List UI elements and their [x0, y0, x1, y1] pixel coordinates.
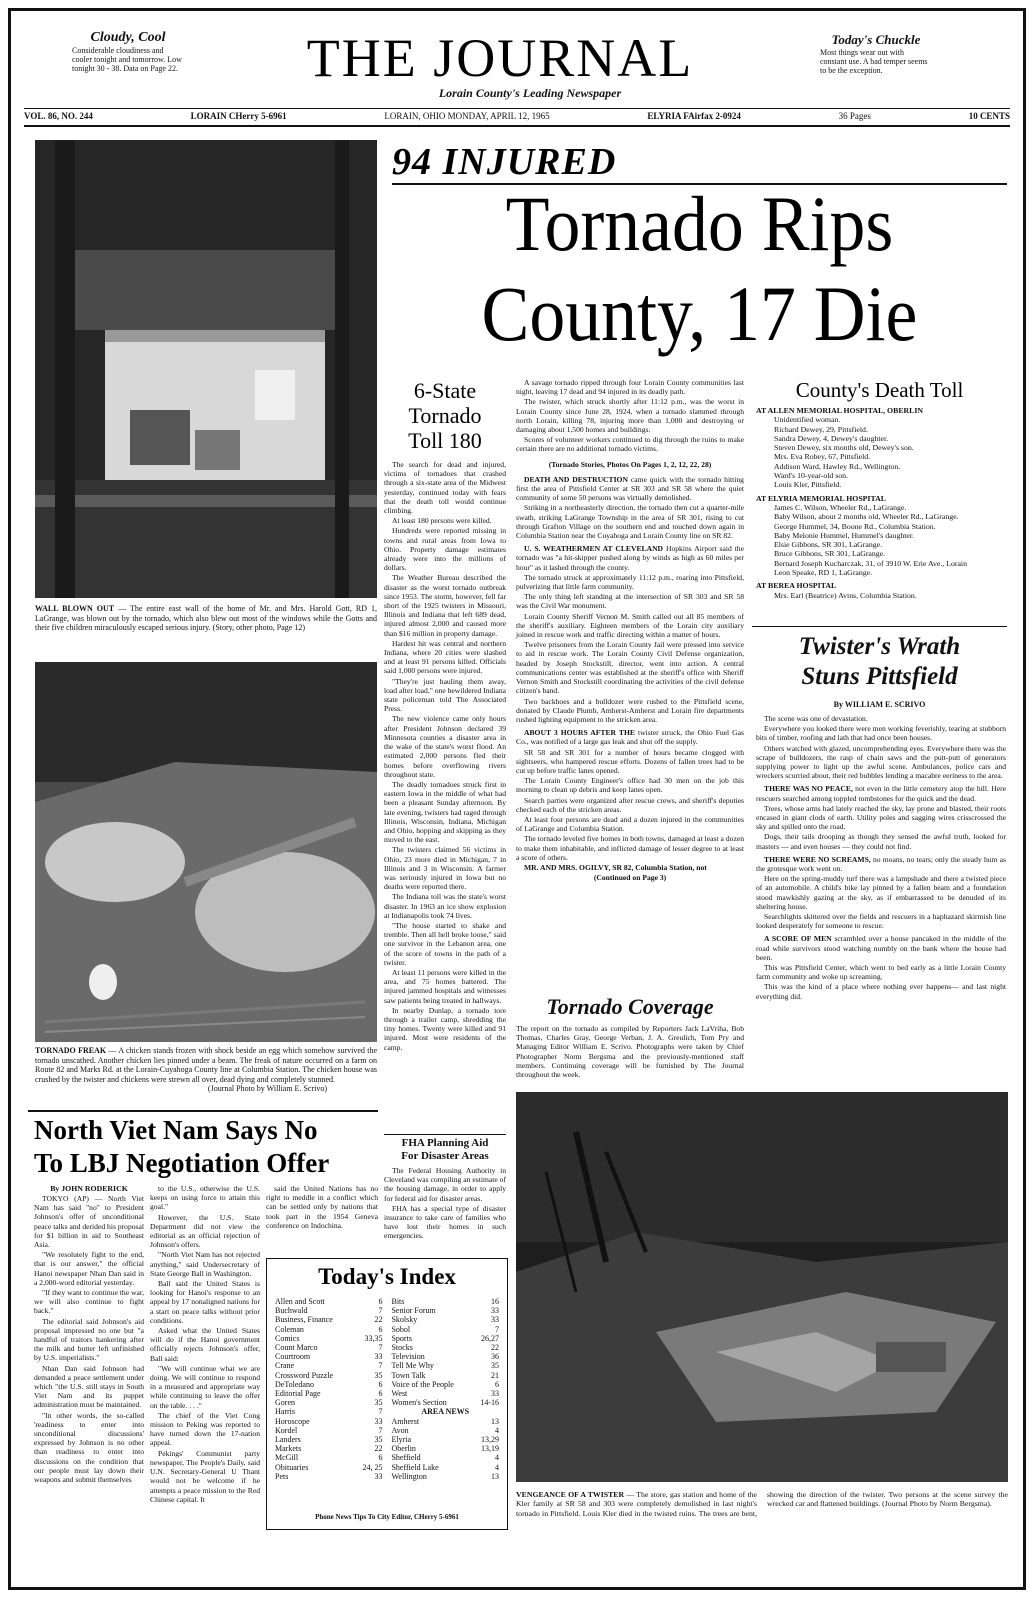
coverage-headline: Tornado Coverage: [546, 994, 714, 1019]
index-row: [275, 1334, 383, 1343]
index-row: [391, 1472, 499, 1481]
headline-line-2: County, 17 Die: [481, 270, 918, 357]
index-section-name: DeToledano: [275, 1379, 314, 1389]
coverage-text: The report on the tornado as compiled by Reporters Jack LaVriha, Bob Thomas, Charles Gray, George Verban, J. A. Greulich, Tom Pry and Managing Editor William E. Scrivo. Photographs were taken by Chief Photographer Norm Bergsma and the previously-mentioned staff members. Continuing coverage will be furnished by The Journal throughout the week.: [516, 1024, 744, 1080]
headline-line-1: Tornado Rips: [505, 180, 894, 267]
index-row: [391, 1398, 499, 1407]
index-section-name: Voice of the People: [391, 1379, 454, 1389]
index-row: [391, 1407, 499, 1416]
index-section-name: Allen and Scott: [275, 1297, 325, 1306]
weather-title: Cloudy, Cool: [90, 30, 166, 45]
index-section-name: Editorial Page: [275, 1389, 321, 1399]
lorain-phone: LORAIN CHerry 5-6961: [190, 111, 287, 121]
vengeance-photo-caption: [516, 1490, 1008, 1518]
index-row: [275, 1407, 383, 1416]
index-row: [391, 1352, 499, 1361]
todays-index-box: [266, 1258, 508, 1530]
index-page-number: 4: [495, 1425, 499, 1435]
viet-byline: By JOHN RODERICK: [50, 1184, 128, 1193]
vengeance-caption-text: — The store, gas station and home of the Kler family at SR 58 and 303 were completely demolished in last night's tornado in Pittsfield. Louis Kler died in the twisted ruins. The trees are bent, showing the direction of the twister. Two persons at the scene survey the wrecked car and flattened buildings. (Journal Photo by Norm Bergsma).: [516, 1490, 1008, 1518]
price: 10 CENTS: [968, 111, 1010, 121]
index-section-name: Crane: [275, 1361, 295, 1371]
index-row: [391, 1417, 499, 1426]
index-row: [391, 1444, 499, 1453]
viet-col-2: to the U.S., otherwise the U.S. keeps on using force to attain this goal." However, the U.S. State Department did not view the editorial as an official rejection of Johnson's offers. "North Viet Nam has not rejected anything," said Undersecretary of State George Ball in Washington. Ball said the United States is looking for Hanoi's response to an appeal by 17 nonaligned nations for a start on peace talks without prior conditions. Asked what the United States will do if the Hanoi government officially rejects Johnson's offer, Ball said: "We will continue what we are doing. We will continue to respond in a measured and appropriate way while continuing to leave the offer on the table. . . ." The chief of the Viet Cong mission to Peking was reported to have turned down the 17-nation appeal. Pekings' Communist party newspaper, The People's Daily, said U.N. Secretary-General U Thant would not be welcome if he attempts a peace mission to the Red Chinese capital. It: [150, 1184, 260, 1504]
index-page-number: 13: [491, 1471, 499, 1481]
index-row: [391, 1361, 499, 1370]
index-row: [391, 1315, 499, 1324]
index-row: [275, 1361, 383, 1370]
index-section-name: Stocks: [391, 1343, 413, 1353]
index-page-number: 14-16: [480, 1398, 499, 1408]
chuckle-box: [820, 32, 932, 75]
wrath-headline: Twister's Wrath Stuns Pittsfield: [798, 633, 961, 690]
index-row: [275, 1453, 383, 1462]
vengeance-photo: [516, 1092, 1008, 1482]
index-columns: [275, 1297, 499, 1481]
fha-headline: FHA Planning Aid For Disaster Areas: [401, 1137, 489, 1162]
freak-photo-credit: (Journal Photo by William E. Scrivo): [207, 1084, 327, 1094]
index-page-number: 24, 25: [362, 1462, 383, 1472]
index-section-name: Skolsky: [391, 1315, 418, 1325]
index-page-number: 6: [378, 1389, 383, 1399]
index-row: [391, 1325, 499, 1334]
index-row: [391, 1463, 499, 1472]
index-row: [275, 1417, 383, 1426]
continued-note: (Continued on Page 3): [593, 873, 667, 883]
index-page-number: 33: [374, 1471, 383, 1481]
paper-title: THE JOURNAL: [306, 28, 694, 88]
index-section-name: Crossword Puzzle: [275, 1370, 333, 1380]
index-page-number: 7: [378, 1407, 383, 1417]
wrath-story: The scene was one of devastation. Everywhere you looked there were men working feverishly, tearing at stubborn bits of timber, roofing and lath that had once been houses. Others watched with glazed, uncomprehending eyes. Everywhere there was the scrape of bulldozers, the rasp of chain saws and the putt-putt of generators supplying power to light up the awful scene. Ambulances, police cars and wreckers scurried about, their red bubbles lending a macabre eeriness to the area. THERE WAS NO PEACE, not even in the little cemetery atop the hill. Here rescuers searched among toppled tombstones for the quick and the dead. Trees, whose arms had lately reached the sky, lay prone and blasted, their roots encased in giant clods of earth. Utility poles and sagging wires crisscrossed the sky and spilled onto the road. Dogs, their tails drooping as though they sensed the awful truth, looked for masters — and even houses — they could not find. THERE WERE NO SCREAMS, no moans, no tears; only the steady hum as the grotesque work went on. Here on the spring-muddy turf there was a lampshade and there a twisted piece of an automobile. A child's bike lay pinned by a fallen beam and a foundation stood mawkishly gazing at the sky, as if embarrassed to be denuded of its sheltering house. Searchlights skittered over the fields and rescuers in a haphazard skirmish line looked desperately for someone to rescue. A SCORE OF MEN scrambled over a house pancaked in the middle of the road while survivors stood watching numbly on the bank where the house had been. This was Pittsfield Center, which went to bed early as a little Lorain County farm community and woke up screaming. This was the kind of a place where nothing ever happens— and last night everything did.: [756, 714, 1007, 1001]
index-row: [275, 1389, 383, 1398]
index-section-name: Buchwald: [275, 1306, 308, 1316]
index-section-name: Sports: [391, 1333, 412, 1343]
index-row: [275, 1343, 383, 1352]
index-row: [391, 1435, 499, 1444]
dateline: [24, 111, 1010, 121]
index-page-number: 33,35: [364, 1333, 383, 1343]
index-row: [275, 1463, 383, 1472]
freak-caption-lead: TORNADO FREAK: [35, 1046, 107, 1055]
index-page-number: 26,27: [481, 1333, 499, 1343]
index-page-number: 21: [491, 1370, 499, 1380]
index-section-name: Sheffield Lake: [391, 1462, 439, 1472]
six-state-headline: 6-State Tornado Toll 180: [408, 378, 482, 453]
wrath-byline: By WILLIAM E. SCRIVO: [833, 700, 926, 709]
viet-col-1: TOKYO (AP) — North Viet Nam has said "no" to President Johnson's offer of unconditional peace talks and derided his proposal for $1 billion in aid to Southeast Asia. "We resolutely fight to the end, that is our answer," the official Hanoi newspaper Nhan Dan said in a 2,000-word editorial yesterday. "If they want to continue the war, we will also continue to fight back." The editorial said Johnson's aid proposal impressed no one but "a handful of traitors hankering after the milk and butter left unfinished by U.S. imperialists." Nhan Dan said Johnson had demanded a peace settlement under which "the U.S. still stays in South Viet Nam and its puppet administration must be maintained. "In other words, the so-called 'readiness to enter into unconditional discussions' expressed by Johnson is no other than readiness to enter into discussions on the condition that our people must lay down their weapons and submit themselves: [34, 1194, 144, 1485]
index-section-name: Sobol: [391, 1324, 411, 1334]
index-row: [275, 1297, 383, 1306]
wall-photo-caption: [35, 604, 377, 633]
weather-text: Considerable cloudiness and cooler tonight and tomorrow. Low tonight 30 - 38. Data on Page 22.: [72, 46, 182, 73]
index-page-number: 13: [491, 1416, 499, 1426]
tornado-freak-photo: [35, 662, 377, 1042]
index-page-number: 13,19: [481, 1444, 499, 1454]
index-page-number: 33: [491, 1306, 499, 1316]
index-page-number: 33: [491, 1389, 499, 1399]
index-section-name: Senior Forum: [391, 1306, 436, 1316]
index-section-name: Sheffield: [391, 1453, 421, 1463]
index-page-number: 35: [491, 1361, 499, 1371]
index-page-number: 22: [374, 1444, 383, 1454]
index-section-name: Business, Finance: [275, 1315, 333, 1325]
index-row: [275, 1426, 383, 1435]
kicker-94-injured: 94 INJURED: [392, 141, 617, 183]
chicken-debris-image: [35, 662, 377, 1042]
index-page-number: 4: [495, 1453, 499, 1463]
index-footer: Phone News Tips To City Editor, CHerry 5-6961: [315, 1513, 459, 1521]
index-section-name: Television: [391, 1352, 425, 1362]
index-section-name: Count Marco: [275, 1343, 318, 1353]
chuckle-text: Most things wear out with constant use. A bad temper seems to be the exception.: [820, 48, 928, 75]
index-page-number: 7: [495, 1324, 499, 1334]
page-count: 36 Pages: [838, 111, 871, 121]
index-page-number: 13,29: [481, 1435, 499, 1445]
index-page-number: 6: [378, 1379, 383, 1389]
index-page-number: 35: [374, 1435, 383, 1445]
index-row: [391, 1306, 499, 1315]
vengeance-caption-lead: VENGEANCE OF A TWISTER: [516, 1490, 625, 1499]
index-row: [275, 1315, 383, 1324]
index-section-name: Oberlin: [391, 1444, 416, 1454]
index-page-number: 6: [378, 1453, 383, 1463]
house-interior-image: [35, 140, 377, 598]
index-section-name: Harris: [275, 1407, 295, 1417]
index-section-name: Goren: [275, 1398, 295, 1408]
index-page-number: 6: [495, 1379, 499, 1389]
issue-date: LORAIN, OHIO MONDAY, APRIL 12, 1965: [384, 111, 550, 121]
index-row: [275, 1444, 383, 1453]
index-page-number: 22: [491, 1343, 499, 1353]
index-page-number: 7: [378, 1343, 383, 1353]
index-left-column: [275, 1297, 383, 1481]
index-page-number: 16: [491, 1297, 499, 1306]
index-section-name: Pets: [275, 1471, 289, 1481]
index-section-name: Bits: [391, 1297, 405, 1306]
volume-number: VOL. 86, NO. 244: [24, 111, 93, 121]
index-section-name: Obituaries: [275, 1462, 309, 1472]
death-toll-list: AT ALLEN MEMORIAL HOSPITAL, OBERLIN Unidentified woman. Richard Dewey, 29, Pittsfield. Sandra Dewey, 4, Dewey's daughter. Steven Dewey, six months old, Dewey's son. Mrs. Eva Robey, 67, Pittsfield. Addison Ward, Hawley Rd., Wellington. Ward's 10-year-old son. Louis Kler, Pittsfield. AT ELYRIA MEMORIAL HOSPITAL James C. Wilson, Wheeler Rd., LaGrange. Baby Wilson, about 2 months old, Wheeler Rd., LaGrange. George Hummel, 34, Boone Rd., Columbia Station. Baby Melonie Hummel, Hummel's daughter. Elsie Gibbons, SR 301, LaGrange. Bruce Gibbons, SR 301, LaGrange. Bernard Joseph Kucharczak, 31, of 3910 W. Erie Ave., Lorain Leon Speake, RD 1, LaGrange. AT BEREA HOSPITAL Mrs. Earl (Beatrice) Avins, Columbia Station.: [756, 406, 967, 600]
index-page-number: 33: [374, 1416, 383, 1426]
index-section-name: Avon: [391, 1425, 409, 1435]
index-section-name: Women's Section: [391, 1398, 447, 1408]
index-right-column: [391, 1297, 499, 1481]
index-section-name: Kordel: [275, 1425, 298, 1435]
wall-caption-lead: WALL BLOWN OUT: [35, 604, 115, 613]
index-row: [391, 1389, 499, 1398]
index-section-name: Wellington: [391, 1471, 427, 1481]
index-page-number: 33: [491, 1315, 499, 1325]
index-row: [391, 1453, 499, 1462]
freak-caption-text: — A chicken stands frozen with shock beside an egg which somehow survived the tornado unscathed. Another chicken lies pinned under a beam. The freak of nature occurred on a farm on Route 82 and Marks Rd. at the Lorain-Cuyahoga County line at Columbia Station. The chicken house was crushed by the twister and chickens were strewn all over, dead dying and completely stunned.: [35, 1046, 378, 1084]
index-page-number: 6: [378, 1324, 383, 1334]
index-row: [275, 1472, 383, 1481]
index-section-name: Elyria: [391, 1435, 412, 1445]
index-section-name: Horoscope: [275, 1416, 310, 1426]
index-page-number: 6: [378, 1297, 383, 1306]
index-section-name: Amherst: [391, 1416, 420, 1426]
index-row: [391, 1334, 499, 1343]
index-section-name: West: [391, 1389, 408, 1399]
index-section-name: Coleman: [275, 1324, 304, 1334]
destroyed-store-image: [516, 1092, 1008, 1482]
index-row: [275, 1398, 383, 1407]
index-section-name: Tell Me Why: [391, 1361, 434, 1371]
main-story: A savage tornado ripped through four Lorain County communities last night, leaving 17 dead and 94 injured in its deadly path. The twister, which struck shortly after 11:12 p.m., was the worst in Lorain County since June 28, 1924, when a tornado slammed through north Lorain, killing 78, injuring more than 1,000 and destroying or damaging about 1,500 homes and buildings. Scores of volunteer workers continued to dig through the ruins to make certain there are no additional tornado victims. (Tornado Stories, Photos On Pages 1, 2, 12, 22, 28) DEATH AND DESTRUCTION came quick with the tornado hitting first the area of Pittsfield Center at SR 303 and SR 58 where the quiet community of some 50 persons was virtually demolished. Striking in a northeasterly direction, the tornado then cut a quarter-mile swath, striking LaGrange Township in the area of SR 301, rising to cut through Grafton Village on the southern end and touched down again in Columbia Station near the Cuyahoga and Lorain County line on SR 82. U. S. WEATHERMEN AT CLEVELAND Hopkins Airport said the tornado was "a hit-skipper pushed along by winds as high as 60 miles per hour" as it lashed through the county. The tornado struck at approximately 11:12 p.m., roaring into Pittsfield, pulverizing that little farm community. The only thing left standing at the intersection of SR 303 and SR 58 was the Civil War monument. Lorain County Sheriff Vernon M. Smith called out all 85 members of the sheriff's auxiliary. Eighteen members of the Lorain city auxiliary joined in rescue work and traffic directing within a matter of hours. Twelve prisoners from the Lorain County Jail were pressed into service to aid in rescue work. The Lorain County Civil Defense organization, headed by Joseph Stockstill, director, went into action. A central communications center was established at the sheriff's office with Sheriff Vernon Smith and Stockstill coordinating the activities of the civil defense citizen's band. Two backhoes and a bulldozer were rushed to the Pittsfield scene, donated by Claude Plumb, Amherst-Amherst and Lorain fire departments rushed lighting equipment to the stricken area. ABOUT 3 HOURS AFTER THE twister struck, the Ohio Fuel Gas Co., was notified of a large gas leak and shut off the supply. SR 58 and SR 301 for a number of hours became clogged with sightseers, who hampered rescue efforts. Dozens of fallen trees had to be cut up before traffic lanes opened. The Lorain County Engineer's office had 30 men on the job this morning to clean up debris and keep lanes open. Search parties were organized after rescue crews, and sheriff's deputies checked each of the stricken areas. At least four persons are dead and a dozen injured in the communities of LaGrange and Columbia Station. The tornado leveled five homes in both towns, damaged at least a dozen to make them inhabitable, and inflicted damage of lesser degree to at least a score of others. MR. AND MRS. OGILVY, SR 82, Columbia Station, not (Continued on Page 3): [516, 378, 744, 883]
index-row: [275, 1380, 383, 1389]
index-page-number: 22: [374, 1315, 383, 1325]
index-row: [391, 1343, 499, 1352]
index-row: [391, 1380, 499, 1389]
viet-col-3: said the United Nations has no right to meddle in a conflict which can be settled only by nations that took part in the 1954 Geneva conference on Indochina.: [266, 1184, 378, 1230]
freak-photo-caption: [35, 1046, 377, 1094]
index-section-name: McGill: [275, 1453, 299, 1463]
chuckle-title: Today's Chuckle: [831, 32, 921, 47]
wall-blown-out-photo: [35, 140, 377, 598]
index-page-number: 35: [374, 1370, 383, 1380]
index-section-name: Courtroom: [275, 1352, 311, 1362]
index-page-number: 35: [374, 1398, 383, 1408]
index-section-name: Comics: [275, 1333, 300, 1343]
index-page-number: 7: [378, 1425, 383, 1435]
index-row: [275, 1352, 383, 1361]
index-section-name: Landers: [275, 1435, 301, 1445]
wall-caption-text: — The entire east wall of the home of Mr. and Mrs. Harold Gott, RD 1, LaGrange, was blown out by the tornado, which also blew out most of the windows while the Gotts and their five children miraculously escaped serious injury. (Story, other photo, Page 12): [35, 604, 377, 633]
paper-tagline: Lorain County's Leading Newspaper: [438, 86, 622, 100]
index-row: [391, 1371, 499, 1380]
index-row: [275, 1371, 383, 1380]
index-page-number: 7: [378, 1306, 383, 1316]
six-state-story: The search for dead and injured, victims of tornadoes that crashed through a six-state area of the Midwest yesterday, continued today with fears that the death toll would continue climbing. At least 180 persons were killed. Hundreds were reported missing in towns and rural areas from Iowa to Ohio. Property damage estimates already were into the millions of dollars. The Weather Bureau described the disaster as the worst tornado outbreak since 1953. The storm, however, fell far short of the 1925 twisters in Missouri, Illinois and Indiana that left 689 dead, injured almost 2,000 and caused more than $16 million in property damage. Hardest hit was central and northern Indiana, where 20 cities were slashed and at least 91 persons killed. Officials said 1,000 persons were injured. "They're just hauling them away, load after load," one bewildered Indiana state policeman told The Associated Press. The new violence came only hours after President Johnson declared 39 Minnesota counties a disaster area in the wake of the state's worst flood. An estimated 2,000 persons fled their homes before overflowing rivers throughout state. The deadly tornadoes struck first in eastern Iowa in the middle of what had been a pleasant Sunday afternoon. By late evening, twisters had raged through Illinois, Wisconsin, Indiana, Michigan and Ohio, hopping and skipping as they moved to the east. The twisters claimed 56 victims in Ohio, 23 more died in Michigan, 7 in Illinois and 3 in Wisconsin. A farmer was seriously injured in Iowa but no deaths were reported there. The Indiana toll was the state's worst disaster. In 1963 an ice show explosion at Indianapolis took 74 lives. "The house started to shake and tremble. Then all hell broke loose," said one survivor in the Lebanon area, one of the score of towns in the path of a twister. At least 11 persons were killed in the area, and 75 homes battered. The injured jammed hospitals and witnesses saw patients being treated in hallways. In nearby Dunlap, a tornado tore through a trailer camp, shredding the tiny homes. Twenty were killed and 91 injured. Most were residents of the camp.: [384, 460, 507, 1052]
death-toll-headline: County's Death Toll: [795, 378, 964, 402]
stories-note: (Tornado Stories, Photos On Pages 1, 2, 12, 22, 28): [548, 459, 712, 469]
index-section-name: AREA NEWS: [421, 1407, 470, 1417]
index-page-number: 36: [491, 1352, 499, 1362]
index-page-number: 7: [378, 1361, 383, 1371]
weather-box: [72, 30, 184, 73]
fha-story: The Federal Housing Authority in Cleveland was compiling an estimate of the housing damage, in order to apply for federal aid for disaster areas. FHA has a special type of disaster insurance to take care of families who have lost their homes in such emergencies.: [384, 1166, 506, 1241]
index-row: [391, 1426, 499, 1435]
index-page-number: 4: [495, 1462, 499, 1472]
index-page-number: 33: [374, 1352, 383, 1362]
index-section-name: Town Talk: [391, 1370, 426, 1380]
index-row: [275, 1306, 383, 1315]
elyria-phone: ELYRIA FAirfax 2-0924: [647, 111, 741, 121]
index-row: [275, 1435, 383, 1444]
index-title: Today's Index: [318, 1264, 456, 1289]
viet-headline: North Viet Nam Says No To LBJ Negotiation Offer: [34, 1115, 330, 1178]
index-section-name: Markets: [275, 1444, 302, 1454]
index-row: [391, 1297, 499, 1306]
index-row: [275, 1325, 383, 1334]
